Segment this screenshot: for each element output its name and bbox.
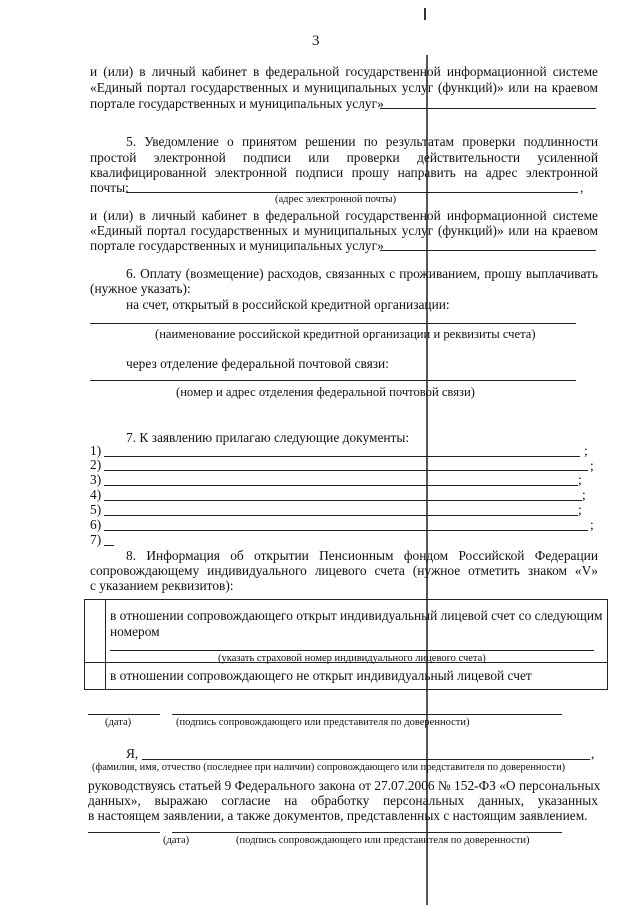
post-input-line[interactable] <box>90 380 576 381</box>
page-number: 3 <box>312 33 320 49</box>
consent-ya: Я, <box>126 746 139 761</box>
p5-line-2: простой электронной подписи или проверки действительности усиленной <box>90 150 598 165</box>
email-line-comma: , <box>580 180 584 195</box>
doc-item-number: 1) <box>90 443 102 458</box>
doc-item-end: ; <box>578 472 582 487</box>
doc-item-number: 5) <box>90 502 102 517</box>
option-not-open-text: в отношении сопровождающего не открыт индивидуальный лицевой счет <box>110 668 532 683</box>
doc-item-end: ; <box>584 443 588 458</box>
consent-line-2: данных», выражаю согласие на обработку персональных данных, указанных <box>88 793 598 808</box>
checkbox-column-divider <box>105 600 106 689</box>
doc-item-line[interactable] <box>104 470 588 471</box>
doc-item-end: ; <box>590 458 594 473</box>
p6-line-1: 6. Оплату (возмещение) расходов, связанных с проживанием, прошу выплачивать <box>126 266 598 281</box>
doc-item-line[interactable] <box>104 485 578 486</box>
doc-item-number: 4) <box>90 487 102 502</box>
doc-item-end: ; <box>578 502 582 517</box>
doc-item-line[interactable] <box>104 545 114 546</box>
doc-item-number: 7) <box>90 532 102 547</box>
fio-input-line[interactable] <box>142 759 590 760</box>
doc-item-line[interactable] <box>104 515 578 516</box>
email-input-line[interactable] <box>126 192 578 193</box>
p5-line-3: квалифицированной электронной подписи прошу направить на адрес электронной <box>90 165 598 180</box>
p8-line-3: с указанием реквизитов): <box>90 578 234 593</box>
date-caption-2: (дата) <box>163 835 190 846</box>
fio-caption: (фамилия, имя, отчество (последнее при наличии) сопровождающего или представителя по доверенности) <box>92 762 566 773</box>
doc-item-end: ; <box>582 487 586 502</box>
doc-item-end: ; <box>590 517 594 532</box>
p6-line-2: (нужное указать): <box>90 281 191 296</box>
p8-line-2: сопровождающему индивидуального лицевого счета (нужное отметить знаком «V» <box>90 563 598 578</box>
doc-item-line[interactable] <box>104 530 588 531</box>
post-caption: (номер и адрес отделения федеральной почтовой связи) <box>176 385 475 399</box>
p4-line-2: «Единый портал государственных и муниципальных услуг (функций)» или на краевом <box>90 80 598 95</box>
bank-caption: (наименование российской кредитной организации и реквизиты счета) <box>155 327 536 341</box>
p7-heading: 7. К заявлению прилагаю следующие документы: <box>126 430 410 445</box>
bank-input-line[interactable] <box>90 323 576 324</box>
date-input-line-1[interactable] <box>88 714 160 715</box>
date-caption-1: (дата) <box>105 717 132 728</box>
option-open-line-2: номером <box>110 624 160 639</box>
fio-line-comma: , <box>591 746 595 761</box>
p4-line-1: и (или) в личный кабинет в федеральной государственной информационной системе <box>90 64 598 79</box>
signature-input-line-1[interactable] <box>172 714 562 715</box>
p5-portal-input-line[interactable] <box>380 250 596 251</box>
option-open-checkbox[interactable] <box>85 600 105 661</box>
p8-line-1: 8. Информация об открытии Пенсионным фондом Российской Федерации <box>126 548 598 563</box>
p5-line-6: «Единый портал государственных и муниципальных услуг (функций)» или на краевом <box>90 223 598 238</box>
signature-caption-1: (подпись сопровождающего или представителя по доверенности) <box>176 717 470 728</box>
p5-line-5: и (или) в личный кабинет в федеральной государственной информационной системе <box>90 208 598 223</box>
signature-caption-2: (подпись сопровождающего или представителя по доверенности) <box>236 835 530 846</box>
snils-caption: (указать страховой номер индивидуального лицевого счета) <box>218 653 486 664</box>
snils-input-line[interactable] <box>110 650 594 651</box>
p6-option-bank: на счет, открытый в российской кредитной организации: <box>126 297 450 312</box>
consent-line-3: в настоящем заявлении, а также документов, представленных с настоящим заявлением. <box>88 808 588 823</box>
p5-line-1: 5. Уведомление о принятом решении по результатам проверки подлинности <box>126 134 598 149</box>
p4-portal-input-line[interactable] <box>380 108 596 109</box>
date-input-line-2[interactable] <box>88 832 160 833</box>
signature-input-line-2[interactable] <box>172 832 562 833</box>
p5-line-4: почты: <box>90 180 129 195</box>
option-not-open-checkbox[interactable] <box>85 662 105 689</box>
email-caption: (адрес электронной почты) <box>275 194 397 205</box>
scan-artifact-tick <box>424 8 426 20</box>
option-open-line-1: в отношении сопровождающего открыт индивидуальный лицевой счет со следующим <box>110 608 603 623</box>
p6-option-post: через отделение федеральной почтовой связи: <box>126 356 389 371</box>
doc-item-number: 3) <box>90 472 102 487</box>
doc-item-line[interactable] <box>104 456 580 457</box>
doc-item-number: 6) <box>90 517 102 532</box>
doc-item-number: 2) <box>90 457 102 472</box>
p5-line-7: портале государственных и муниципальных услуг» <box>90 238 384 253</box>
p4-line-3: портале государственных и муниципальных услуг» <box>90 96 384 111</box>
consent-line-1: руководствуясь статьей 9 Федерального закона от 27.07.2006 № 152-ФЗ «О персональных <box>88 778 601 793</box>
doc-item-line[interactable] <box>104 500 582 501</box>
